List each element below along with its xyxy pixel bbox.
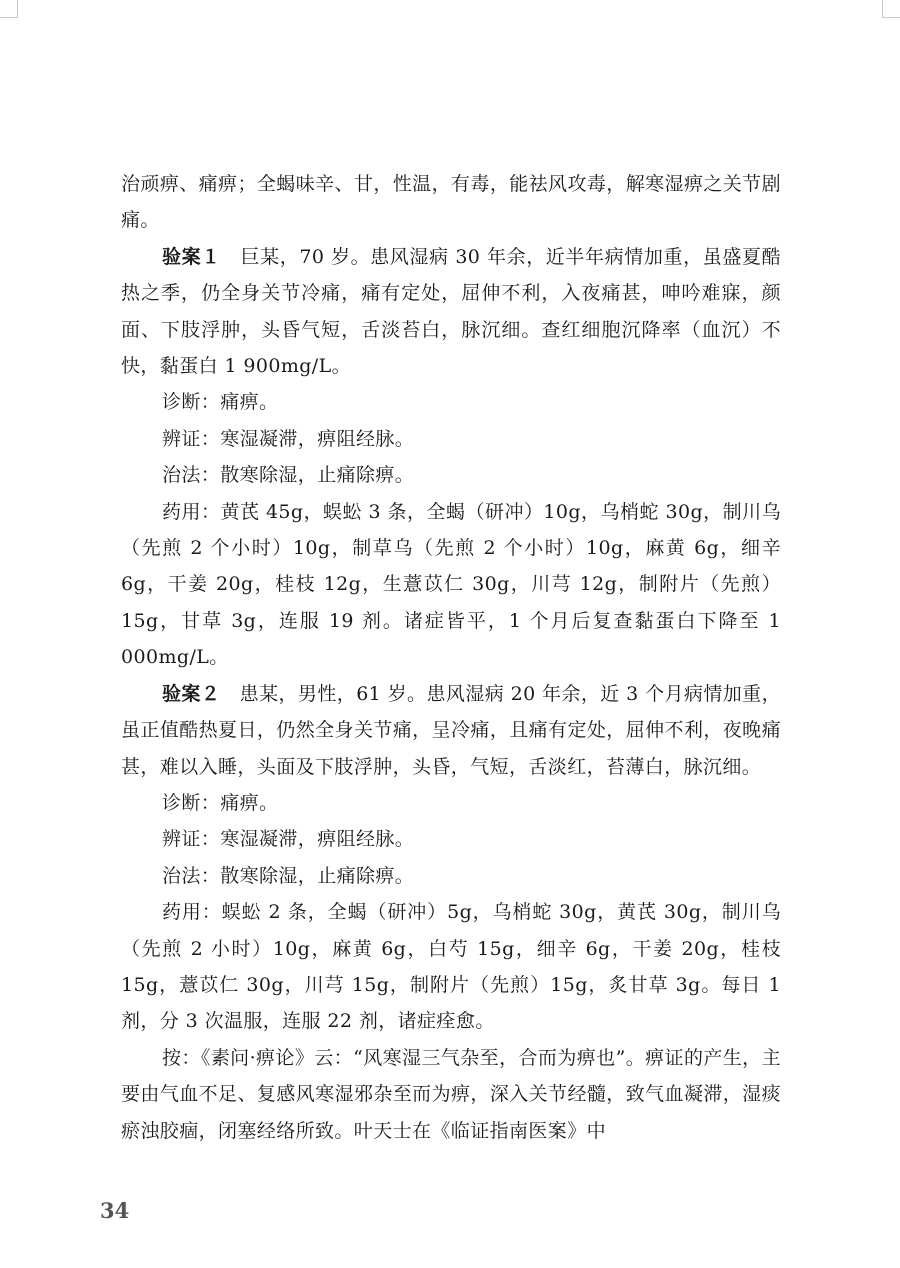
paragraph-text: 巨某，70 岁。患风湿病 30 年余，近半年病情加重，虽盛夏酷热之季，仍全身关节冷痛，痛有定处，屈伸不利，入夜痛甚，呻吟难寐，颜面、下肢浮肿，头昏气短，舌淡苔白，脉沉细。查红细胞沉降率（血沉）不快，黏蛋白 1 900mg/L。 <box>121 245 781 378</box>
paragraph-text: 患某，男性，61 岁。患风湿病 20 年余，近 3 个月病情加重，虽正值酷热夏日，仍然全身关节痛，呈冷痛，且痛有定处，屈伸不利，夜晚痛甚，难以入睡，头面及下肢浮肿，头昏，气短，舌淡红，苔薄白，脉沉细。 <box>121 682 782 778</box>
paragraph-commentary <box>121 1040 781 1149</box>
paragraph-text: 治法：散寒除湿，止痛除痹。 <box>162 864 415 887</box>
paragraph-case-2 <box>121 676 781 785</box>
paragraph-text: 治法：散寒除湿，止痛除痹。 <box>162 464 415 487</box>
paragraph-syndrome-1 <box>121 421 781 457</box>
paragraph-text: 按：《素问·痹论》云：“风寒湿三气杂至，合而为痹也”。痹证的产生，主要由气血不足、复感风寒湿邪杂至而为痹，深入关节经髓，致气血凝滞，湿痰瘀浊胶痼，闭塞经络所致。叶天士在《临证指南医案》中 <box>121 1046 781 1142</box>
paragraph-text: 药用：黄芪 45g，蜈蚣 3 条，全蝎（研冲）10g，乌梢蛇 30g，制川乌（先煎 2 个小时）10g，制草乌（先煎 2 个小时）10g，麻黄 6g，细辛 6g，干姜 20g，桂枝 12g，生薏苡仁 30g，川芎 12g，制附片（先煎）15g，甘草 3g，连服 19 剂。诸症皆平，1 个月后复查黏蛋白下降至 1 000mg/L。 <box>121 500 781 669</box>
case-heading: 验案１ <box>162 245 221 268</box>
paragraph-syndrome-2 <box>121 821 781 857</box>
paragraph-treatment-2 <box>121 858 781 894</box>
paragraph-text: 辨证：寒湿凝滞，痹阻经脉。 <box>162 828 415 851</box>
page-number: 34 <box>100 1198 130 1223</box>
crop-mark-top-left <box>0 0 18 18</box>
paragraph-text: 诊断：痛痹。 <box>162 391 279 414</box>
paragraph-prescription-1 <box>121 494 781 676</box>
page-body <box>121 166 781 1149</box>
paragraph-prescription-2 <box>121 894 781 1040</box>
crop-mark-top-right <box>882 0 900 18</box>
paragraph-text: 药用：蜈蚣 2 条，全蝎（研冲）5g，乌梢蛇 30g，黄芪 30g，制川乌（先煎 2 小时）10g，麻黄 6g，白芍 15g，细辛 6g，干姜 20g，桂枝 15g，薏苡仁 30g，川芎 15g，制附片（先煎）15g，炙甘草 3g。每日 1 剂，分 3 次温服，连服 22 剂，诸症痊愈。 <box>121 901 781 1033</box>
paragraph-text: 诊断：痛痹。 <box>162 791 279 814</box>
case-heading: 验案２ <box>162 682 221 705</box>
paragraph-text: 辨证：寒湿凝滞，痹阻经脉。 <box>162 427 415 450</box>
paragraph-intro-continuation <box>121 166 781 239</box>
paragraph-case-1 <box>121 239 781 385</box>
paragraph-diagnosis-2 <box>121 785 781 821</box>
paragraph-text: 治顽痹、痛痹；全蝎味辛、甘，性温，有毒，能祛风攻毒，解寒湿痹之关节剧痛。 <box>121 173 781 232</box>
paragraph-diagnosis-1 <box>121 384 781 420</box>
paragraph-treatment-1 <box>121 457 781 493</box>
